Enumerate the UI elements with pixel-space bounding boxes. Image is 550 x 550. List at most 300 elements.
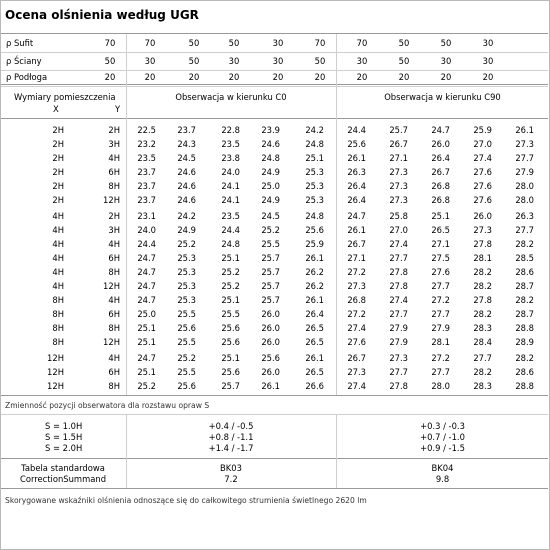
ugr-value-c90: 27.6 (473, 195, 492, 205)
ugr-value-c0: 25.1 (221, 353, 240, 363)
reflectance-value: 70 (104, 38, 116, 48)
ugr-value-c0: 26.5 (305, 367, 324, 377)
reflectance-value: 50 (104, 56, 116, 66)
ugr-value-c0: 25.3 (177, 267, 196, 277)
ugr-value-c0: 25.1 (137, 323, 156, 333)
ugr-value-c0: 24.8 (221, 239, 240, 249)
ugr-value-c90: 27.7 (431, 367, 450, 377)
variation-c0: +0.4 / -0.5 (208, 421, 254, 431)
reflectance-value: 20 (356, 72, 368, 82)
reflectance-value: 50 (228, 38, 240, 48)
ugr-value-c0: 25.3 (177, 281, 196, 291)
reflectance-value: 20 (272, 72, 284, 82)
obs-c0-label: Obserwacja w kierunku C0 (175, 92, 287, 102)
ugr-value-c90: 27.1 (347, 253, 366, 263)
ugr-value-c0: 23.9 (261, 125, 280, 135)
ugr-value-c90: 26.3 (515, 211, 534, 221)
x-label: X (53, 104, 59, 114)
ugr-value-c90: 25.6 (347, 139, 366, 149)
room-x: 2H (52, 167, 64, 177)
variation-label: S = 1.0H (45, 421, 83, 431)
ugr-value-c90: 26.7 (347, 239, 366, 249)
room-x: 8H (52, 309, 64, 319)
header-top-divider (1, 84, 548, 85)
ugr-value-c0: 25.5 (177, 309, 196, 319)
ugr-value-c90: 27.8 (473, 295, 492, 305)
ugr-value-c90: 28.2 (473, 267, 492, 277)
reflectance-label: ρ Sufit (6, 38, 34, 48)
ugr-value-c90: 27.4 (389, 239, 408, 249)
variation-label: S = 2.0H (45, 443, 83, 453)
ugr-value-c90: 27.9 (389, 337, 408, 347)
ugr-value-c90: 26.8 (347, 295, 366, 305)
room-y: 8H (108, 267, 120, 277)
ugr-value-c0: 24.2 (305, 125, 324, 135)
reflectance-label: ρ Ściany (6, 56, 42, 66)
ugr-value-c0: 23.7 (177, 125, 196, 135)
ugr-value-c90: 27.7 (515, 225, 534, 235)
reflectance-value: 20 (188, 72, 200, 82)
reflectance-value: 30 (272, 56, 284, 66)
standard-bottom-divider (1, 488, 548, 489)
reflectance-value: 50 (398, 56, 410, 66)
ugr-value-c0: 25.3 (177, 253, 196, 263)
ugr-value-c0: 24.1 (221, 181, 240, 191)
ugr-value-c0: 24.3 (177, 139, 196, 149)
ugr-value-c90: 25.8 (389, 211, 408, 221)
ugr-value-c90: 28.7 (515, 309, 534, 319)
ugr-value-c0: 24.4 (137, 239, 156, 249)
ugr-value-c0: 24.7 (137, 353, 156, 363)
ugr-value-c90: 27.2 (431, 353, 450, 363)
reflectance-divider (1, 52, 548, 53)
reflectance-value: 50 (314, 56, 326, 66)
ugr-value-c0: 25.7 (221, 381, 240, 391)
room-y: 6H (108, 253, 120, 263)
ugr-value-c90: 27.6 (431, 267, 450, 277)
footer-note: Skorygowane wskaźniki olśnienia odnoszące się do całkowitego strumienia świetlnego 2620 lm (5, 496, 367, 505)
ugr-value-c90: 25.7 (389, 125, 408, 135)
column-divider (126, 414, 127, 458)
ugr-value-c90: 27.8 (389, 267, 408, 277)
ugr-value-c90: 28.2 (515, 239, 534, 249)
ugr-value-c0: 24.0 (221, 167, 240, 177)
ugr-value-c90: 26.5 (431, 225, 450, 235)
ugr-value-c90: 26.7 (431, 167, 450, 177)
ugr-value-c0: 25.2 (177, 353, 196, 363)
ugr-value-c90: 27.9 (515, 167, 534, 177)
ugr-value-c90: 26.7 (347, 353, 366, 363)
reflectance-value: 30 (356, 56, 368, 66)
reflectance-value: 70 (144, 38, 156, 48)
room-y: 4H (108, 353, 120, 363)
ugr-value-c90: 27.3 (515, 139, 534, 149)
room-y: 8H (108, 181, 120, 191)
room-y: 6H (108, 309, 120, 319)
variation-top-divider (1, 414, 548, 415)
ugr-value-c90: 27.4 (473, 153, 492, 163)
ugr-value-c90: 28.8 (515, 323, 534, 333)
ugr-value-c0: 24.6 (177, 167, 196, 177)
ugr-value-c0: 25.5 (261, 239, 280, 249)
ugr-value-c90: 26.1 (347, 225, 366, 235)
room-y: 4H (108, 153, 120, 163)
header-bottom-divider (1, 118, 548, 119)
ugr-value-c0: 25.1 (221, 253, 240, 263)
ugr-value-c0: 24.9 (261, 195, 280, 205)
room-x: 4H (52, 211, 64, 221)
room-x: 12H (47, 367, 64, 377)
ugr-value-c0: 23.7 (137, 181, 156, 191)
room-y: 4H (108, 295, 120, 305)
column-divider (126, 84, 127, 118)
ugr-value-c90: 26.3 (347, 167, 366, 177)
ugr-value-c0: 24.6 (177, 195, 196, 205)
ugr-value-c90: 27.8 (473, 239, 492, 249)
ugr-value-c90: 27.4 (347, 381, 366, 391)
ugr-value-c90: 28.0 (431, 381, 450, 391)
ugr-value-c0: 25.2 (261, 225, 280, 235)
ugr-value-c90: 27.7 (431, 281, 450, 291)
reflectance-label: ρ Podłoga (6, 72, 48, 82)
ugr-value-c90: 26.0 (431, 139, 450, 149)
ugr-value-c0: 24.4 (221, 225, 240, 235)
ugr-value-c90: 28.1 (431, 337, 450, 347)
ugr-value-c0: 26.0 (261, 323, 280, 333)
ugr-value-c0: 26.0 (261, 309, 280, 319)
ugr-value-c90: 28.2 (515, 353, 534, 363)
standard-top-divider (1, 458, 548, 459)
room-y: 3H (108, 139, 120, 149)
ugr-value-c90: 24.7 (347, 211, 366, 221)
title-divider (1, 33, 548, 34)
ugr-value-c90: 28.0 (515, 195, 534, 205)
reflectance-value: 20 (440, 72, 452, 82)
reflectance-value: 50 (398, 38, 410, 48)
standard-c90-table: BK04 (431, 463, 454, 473)
ugr-value-c0: 26.5 (305, 323, 324, 333)
column-divider (126, 34, 127, 84)
room-y: 4H (108, 239, 120, 249)
reflectance-value: 30 (440, 56, 452, 66)
room-x: 12H (47, 353, 64, 363)
ugr-value-c90: 28.8 (515, 381, 534, 391)
ugr-value-c0: 22.5 (137, 125, 156, 135)
ugr-value-c90: 27.1 (431, 239, 450, 249)
ugr-value-c0: 25.3 (305, 181, 324, 191)
ugr-value-c0: 24.9 (261, 167, 280, 177)
room-x: 8H (52, 323, 64, 333)
ugr-value-c0: 25.3 (305, 195, 324, 205)
room-x: 2H (52, 139, 64, 149)
ugr-value-c90: 27.6 (473, 167, 492, 177)
ugr-value-c0: 24.5 (177, 153, 196, 163)
variation-c90: +0.3 / -0.3 (420, 421, 465, 431)
ugr-value-c90: 27.2 (347, 309, 366, 319)
ugr-value-c0: 24.7 (137, 281, 156, 291)
reflectance-value: 50 (188, 38, 200, 48)
ugr-value-c90: 27.3 (473, 225, 492, 235)
ugr-value-c0: 23.7 (137, 195, 156, 205)
standard-table-label: Tabela standardowa (21, 463, 105, 473)
ugr-value-c90: 27.4 (389, 295, 408, 305)
reflectance-divider (1, 86, 548, 87)
ugr-value-c0: 25.5 (177, 367, 196, 377)
ugr-value-c0: 23.5 (137, 153, 156, 163)
room-y: 12H (103, 337, 120, 347)
ugr-value-c0: 25.0 (261, 181, 280, 191)
ugr-value-c90: 28.4 (473, 337, 492, 347)
ugr-value-c90: 27.5 (431, 253, 450, 263)
variation-c0: +0.8 / -1.1 (208, 432, 254, 442)
reflectance-value: 50 (188, 56, 200, 66)
room-x: 4H (52, 225, 64, 235)
ugr-value-c90: 26.7 (389, 139, 408, 149)
ugr-value-c0: 24.1 (221, 195, 240, 205)
room-y: 8H (108, 381, 120, 391)
column-divider (336, 118, 337, 395)
ugr-value-c0: 23.8 (221, 153, 240, 163)
ugr-value-c90: 25.9 (473, 125, 492, 135)
ugr-value-c90: 27.9 (389, 323, 408, 333)
ugr-value-c0: 25.7 (261, 267, 280, 277)
reflectance-value: 70 (356, 38, 368, 48)
ugr-value-c0: 25.7 (261, 253, 280, 263)
ugr-value-c90: 27.8 (389, 381, 408, 391)
ugr-value-c90: 28.3 (473, 381, 492, 391)
room-y: 6H (108, 367, 120, 377)
room-x: 4H (52, 267, 64, 277)
ugr-value-c90: 27.3 (389, 195, 408, 205)
ugr-value-c90: 27.7 (431, 309, 450, 319)
ugr-value-c0: 24.7 (137, 295, 156, 305)
column-divider (336, 84, 337, 118)
ugr-value-c0: 25.6 (305, 225, 324, 235)
column-divider (126, 118, 127, 395)
ugr-value-c90: 27.0 (473, 139, 492, 149)
ugr-value-c0: 25.6 (177, 381, 196, 391)
reflectance-value: 30 (144, 56, 156, 66)
ugr-value-c90: 27.7 (473, 353, 492, 363)
ugr-value-c0: 25.7 (261, 295, 280, 305)
variation-note: Zmienność pozycji obserwatora dla rozstawu opraw S (5, 401, 210, 410)
ugr-value-c0: 26.0 (261, 337, 280, 347)
ugr-value-c0: 26.2 (305, 281, 324, 291)
reflectance-value: 20 (398, 72, 410, 82)
column-divider (126, 458, 127, 488)
room-y: 12H (103, 281, 120, 291)
ugr-value-c0: 22.8 (221, 125, 240, 135)
ugr-value-c90: 27.2 (431, 295, 450, 305)
room-y: 8H (108, 323, 120, 333)
reflectance-value: 20 (144, 72, 156, 82)
ugr-value-c0: 26.2 (305, 267, 324, 277)
ugr-value-c0: 25.1 (305, 153, 324, 163)
y-label: Y (115, 104, 121, 114)
ugr-value-c90: 27.7 (389, 309, 408, 319)
ugr-value-c0: 26.1 (305, 253, 324, 263)
ugr-value-c90: 28.3 (473, 323, 492, 333)
ugr-value-c0: 26.6 (305, 381, 324, 391)
room-x: 2H (52, 153, 64, 163)
table-bottom-divider (1, 395, 548, 396)
ugr-value-c90: 27.2 (347, 267, 366, 277)
correction-c0-value: 7.2 (224, 474, 238, 484)
ugr-value-c0: 23.7 (137, 167, 156, 177)
ugr-value-c90: 27.3 (347, 367, 366, 377)
variation-label: S = 1.5H (45, 432, 83, 442)
ugr-value-c90: 28.9 (515, 337, 534, 347)
room-y: 6H (108, 167, 120, 177)
ugr-value-c0: 24.6 (261, 139, 280, 149)
reflectance-value: 70 (314, 38, 326, 48)
ugr-value-c0: 24.8 (261, 153, 280, 163)
ugr-value-c0: 26.1 (261, 381, 280, 391)
ugr-value-c0: 25.2 (137, 381, 156, 391)
ugr-value-c0: 25.6 (177, 323, 196, 333)
room-y: 2H (108, 125, 120, 135)
room-x: 2H (52, 195, 64, 205)
ugr-value-c90: 28.7 (515, 281, 534, 291)
ugr-value-c0: 23.2 (137, 139, 156, 149)
ugr-value-c0: 26.1 (305, 353, 324, 363)
variation-c90: +0.9 / -1.5 (420, 443, 465, 453)
ugr-value-c0: 24.5 (261, 211, 280, 221)
room-x: 8H (52, 337, 64, 347)
ugr-value-c0: 23.1 (137, 211, 156, 221)
ugr-value-c90: 26.0 (473, 211, 492, 221)
ugr-value-c90: 28.6 (515, 267, 534, 277)
ugr-value-c0: 25.6 (261, 353, 280, 363)
dims-label: Wymiary pomieszczenia (14, 92, 116, 102)
standard-c0-table: BK03 (220, 463, 242, 473)
column-divider (336, 414, 337, 458)
reflectance-value: 30 (272, 38, 284, 48)
ugr-value-c0: 26.4 (305, 309, 324, 319)
ugr-value-c0: 25.2 (177, 239, 196, 249)
ugr-value-c90: 28.2 (515, 295, 534, 305)
reflectance-value: 20 (314, 72, 326, 82)
ugr-value-c0: 25.1 (137, 337, 156, 347)
ugr-value-c90: 27.7 (515, 153, 534, 163)
ugr-value-c90: 27.7 (389, 367, 408, 377)
ugr-value-c0: 23.5 (221, 211, 240, 221)
ugr-value-c0: 26.5 (305, 337, 324, 347)
ugr-value-c90: 26.8 (431, 181, 450, 191)
ugr-value-c90: 24.4 (347, 125, 366, 135)
room-y: 2H (108, 211, 120, 221)
ugr-value-c0: 25.3 (177, 295, 196, 305)
reflectance-value: 20 (482, 72, 494, 82)
ugr-value-c90: 27.8 (389, 281, 408, 291)
ugr-value-c0: 24.9 (177, 225, 196, 235)
variation-c0: +1.4 / -1.7 (208, 443, 254, 453)
ugr-value-c90: 26.8 (431, 195, 450, 205)
reflectance-value: 30 (482, 38, 494, 48)
reflectance-value: 20 (104, 72, 116, 82)
ugr-value-c90: 27.0 (389, 225, 408, 235)
ugr-value-c0: 24.8 (305, 139, 324, 149)
ugr-value-c0: 24.8 (305, 211, 324, 221)
ugr-value-c0: 25.9 (305, 239, 324, 249)
ugr-value-c0: 25.5 (177, 337, 196, 347)
ugr-value-c90: 28.2 (473, 309, 492, 319)
ugr-value-c90: 26.1 (515, 125, 534, 135)
ugr-value-c0: 25.6 (221, 323, 240, 333)
ugr-value-c90: 27.3 (389, 167, 408, 177)
ugr-value-c90: 28.0 (515, 181, 534, 191)
ugr-value-c90: 28.2 (473, 367, 492, 377)
ugr-value-c0: 25.2 (221, 267, 240, 277)
ugr-value-c90: 27.6 (347, 337, 366, 347)
ugr-value-c90: 26.4 (347, 181, 366, 191)
ugr-value-c0: 23.5 (221, 139, 240, 149)
page-title: Ocena olśnienia według UGR (5, 8, 199, 22)
ugr-value-c90: 27.7 (389, 253, 408, 263)
ugr-value-c0: 24.2 (177, 211, 196, 221)
ugr-value-c90: 27.4 (347, 323, 366, 333)
ugr-value-c90: 25.1 (431, 211, 450, 221)
ugr-value-c0: 25.1 (221, 295, 240, 305)
ugr-value-c90: 27.9 (431, 323, 450, 333)
ugr-value-c90: 27.6 (473, 181, 492, 191)
ugr-value-c0: 25.5 (221, 309, 240, 319)
room-x: 8H (52, 295, 64, 305)
ugr-value-c90: 26.4 (431, 153, 450, 163)
room-x: 2H (52, 125, 64, 135)
reflectance-divider (1, 70, 548, 71)
room-x: 2H (52, 181, 64, 191)
ugr-value-c90: 24.7 (431, 125, 450, 135)
ugr-value-c90: 26.1 (347, 153, 366, 163)
ugr-value-c0: 25.7 (261, 281, 280, 291)
room-x: 12H (47, 381, 64, 391)
room-x: 4H (52, 281, 64, 291)
ugr-value-c90: 28.5 (515, 253, 534, 263)
column-divider (336, 34, 337, 84)
ugr-value-c0: 25.0 (137, 309, 156, 319)
obs-c90-label: Obserwacja w kierunku C90 (384, 92, 501, 102)
room-y: 12H (103, 195, 120, 205)
ugr-value-c0: 25.6 (221, 337, 240, 347)
room-y: 3H (108, 225, 120, 235)
ugr-value-c90: 28.6 (515, 367, 534, 377)
ugr-value-c90: 27.3 (389, 353, 408, 363)
ugr-value-c90: 28.1 (473, 253, 492, 263)
ugr-value-c0: 24.0 (137, 225, 156, 235)
room-x: 4H (52, 253, 64, 263)
reflectance-value: 30 (228, 56, 240, 66)
ugr-value-c0: 25.1 (137, 367, 156, 377)
ugr-value-c0: 25.2 (221, 281, 240, 291)
ugr-value-c0: 25.3 (305, 167, 324, 177)
ugr-value-c90: 28.2 (473, 281, 492, 291)
ugr-value-c90: 27.3 (389, 181, 408, 191)
ugr-value-c0: 24.7 (137, 253, 156, 263)
ugr-value-c0: 26.0 (261, 367, 280, 377)
reflectance-value: 50 (440, 38, 452, 48)
reflectance-value: 20 (228, 72, 240, 82)
ugr-value-c90: 27.1 (389, 153, 408, 163)
column-divider (336, 458, 337, 488)
ugr-value-c0: 24.7 (137, 267, 156, 277)
room-x: 4H (52, 239, 64, 249)
ugr-value-c0: 24.6 (177, 181, 196, 191)
ugr-value-c90: 27.3 (347, 281, 366, 291)
ugr-value-c0: 26.1 (305, 295, 324, 305)
ugr-value-c90: 26.4 (347, 195, 366, 205)
correction-c90-value: 9.8 (435, 474, 450, 484)
